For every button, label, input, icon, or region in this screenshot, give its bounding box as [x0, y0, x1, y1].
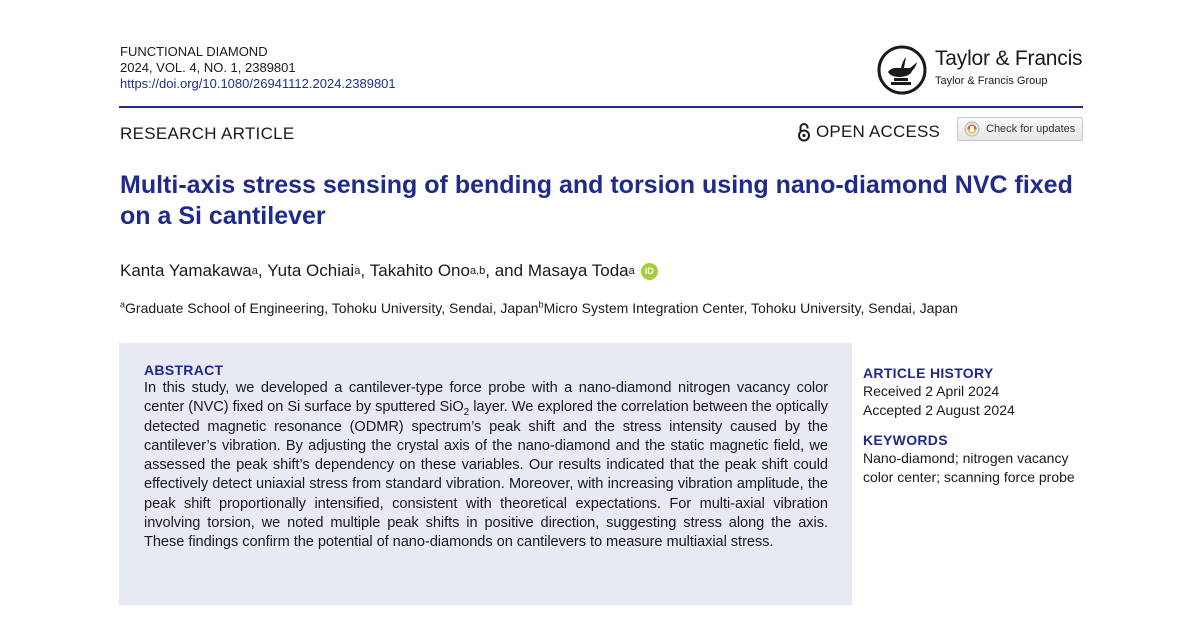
publisher-group: Taylor & Francis Group	[935, 75, 1048, 87]
history-heading: ARTICLE HISTORY	[863, 365, 994, 381]
affiliations	[120, 298, 958, 318]
affiliation-text: Graduate School of Engineering, Tohoku University, Sendai, Japan	[125, 300, 539, 316]
abstract-heading: ABSTRACT	[144, 362, 224, 378]
article-sidebar	[863, 364, 1093, 486]
received-date: Received 2 April 2024	[863, 383, 1000, 399]
journal-info	[120, 44, 396, 92]
abstract-text-part: layer. We explored the correlation between the optically detected magnetic resonance (ODMR) spectrum’s peak shift and the stress intensity caused by the cantilever’s vibration. By adjusting the crystal axis of the nano-diamond and the static magnetic field, we assessed the peak shift’s dependency on these variables. Our results indicated that the peak shift could effectively detect uniaxial stress from standard vibration. Moreover, with increasing vibration amplitude, the peak shift proportionally intensified, consistent with theoretical expectations. For multi-axial vibration involving torsion, we noted multiple peak shifts in positive direction, suggesting stress along the axis. These findings confirm the potential of nano-diamonds on cantilevers to measure multiaxial stress.	[144, 399, 828, 551]
abstract-text-part: In this study, we developed a cantilever-type force probe with a nano-diamond nitrogen vacancy color center (NVC) fixed on Si surface by sputtered SiO	[144, 380, 828, 416]
author-separator: ,	[360, 261, 370, 280]
doi-link[interactable]: https://doi.org/10.1080/26941112.2024.2389801	[120, 76, 396, 91]
accepted-date: Accepted 2 August 2024	[863, 401, 1015, 418]
author-separator: ,	[257, 261, 268, 280]
publisher-logo[interactable]	[877, 45, 1087, 95]
author-name[interactable]: Takahito Ono	[369, 261, 470, 280]
abstract-subscript: 2	[463, 407, 470, 419]
publisher-name: Taylor & Francis	[935, 47, 1083, 70]
author-name[interactable]: Masaya Toda	[527, 261, 629, 280]
journal-name: FUNCTIONAL DIAMOND	[120, 44, 268, 59]
header-divider	[119, 106, 1083, 108]
article-type: RESEARCH ARTICLE	[120, 124, 295, 143]
abstract-text	[144, 379, 828, 553]
affiliation-text: Micro System Integration Center, Tohoku University, Sendai, Japan	[543, 300, 958, 316]
keywords-block	[863, 431, 1093, 486]
journal-volume: 2024, VOL. 4, NO. 1, 2389801	[120, 60, 296, 75]
orcid-icon[interactable]: iD	[641, 263, 658, 280]
author-list: Kanta Yamakawa a , Yuta Ochiai a , Takahito Ono a,b , and Masaya Toda a iD	[120, 259, 658, 283]
check-updates-icon	[964, 121, 980, 137]
author-separator: , and	[485, 261, 528, 280]
check-for-updates-button[interactable]	[957, 117, 1083, 141]
open-access-badge	[797, 120, 940, 144]
open-lock-icon	[797, 122, 811, 142]
affiliation-mark: b	[538, 299, 544, 310]
keywords-text: Nano-diamond; nitrogen vacancy color center; scanning force probe	[863, 450, 1075, 485]
lamp-logo-icon	[877, 45, 927, 95]
abstract-box	[119, 343, 852, 605]
article-title: Multi-axis stress sensing of bending and torsion using nano-diamond NVC fixed on a Si cantilever	[120, 171, 1073, 230]
keywords-heading: KEYWORDS	[863, 432, 948, 448]
author-name[interactable]: Kanta Yamakawa	[120, 261, 252, 280]
affiliation-mark: a	[120, 299, 126, 310]
open-access-label: OPEN ACCESS	[816, 122, 941, 141]
author-name[interactable]: Yuta Ochiai	[267, 261, 355, 280]
check-updates-label: Check for updates	[986, 123, 1076, 135]
